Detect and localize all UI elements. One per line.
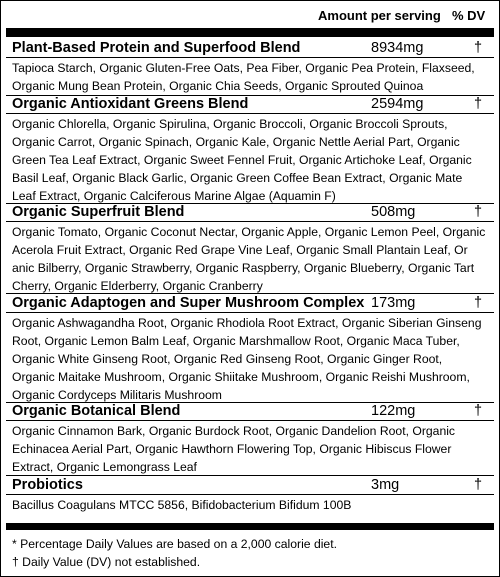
blend-section-superfruit <box>6 203 494 295</box>
blend-ingredients: Tapioca Starch, Organic Gluten-Free Oats, Pea Fiber, Organic Pea Protein, Flaxseed, Organic Mung Bean Protein, Organic Chia Seeds, Organic Sprouted Quinoa <box>12 61 475 93</box>
column-header-row <box>1 8 499 26</box>
blend-header-rule <box>6 312 494 313</box>
blend-ingredients: Organic Chlorella, Organic Spirulina, Organic Broccoli, Organic Broccoli Sprouts, Organic Carrot, Organic Spinach, Organic Kale, Organic Nettle Aerial Part, Organic Green Tea Leaf Extract, Organic Sweet Fennel Fruit, Organic Artichoke Leaf, Organic Basil Leaf, Organic Black Garlic, Organic Green Coffee Bean Extract, Organic Mate Leaf Extract, Organic Calciferous Marine Algae (Aquamin F) <box>12 117 472 203</box>
footnotes <box>12 535 337 571</box>
blend-name: Organic Superfruit Blend <box>12 204 185 220</box>
blend-name: Probiotics <box>12 477 83 493</box>
blend-amount: 508mg <box>371 204 416 220</box>
blend-header-rule <box>6 420 494 421</box>
blend-dv-dagger: † <box>474 40 483 56</box>
blend-amount: 8934mg <box>371 40 424 56</box>
daily-value-header: % DV <box>452 8 486 23</box>
blend-header-rule <box>6 221 494 222</box>
blend-amount: 173mg <box>371 295 416 311</box>
blend-section-botanical <box>6 402 494 476</box>
blend-header-rule <box>6 113 494 114</box>
blend-header <box>6 203 494 222</box>
blend-dv-dagger: † <box>474 403 483 419</box>
blend-ingredients: Organic Tomato, Organic Coconut Nectar, Organic Apple, Organic Lemon Peel, Organic Acerola Fruit Extract, Organic Red Grape Vine Leaf, Organic Small Plantain Leaf, Or anic Bilberry, Organic Strawberry, Organic Raspberry, Organic Blueberry, Organic Tart Cherry, Organic Elderberry, Organic Cranberry <box>12 225 486 293</box>
blend-amount: 3mg <box>371 477 400 493</box>
blend-ingredients: Organic Ashwagandha Root, Organic Rhodiola Root Extract, Organic Siberian Ginseng Root, Organic Lemon Balm Leaf, Organic Marshmallow Root, Organic Maca Tuber, Organic White Ginseng Root, Organic Red Ginseng Root, Organic Ginger Root, Organic Maitake Mushroom, Organic Shiitake Mushroom, Organic Reishi Mushroom, Organic Cordyceps Militaris Mushroom <box>12 316 482 402</box>
blend-section-plant-protein <box>6 39 494 95</box>
blend-name: Organic Adaptogen and Super Mushroom Complex <box>12 295 365 311</box>
footnote-daily-values: * Percentage Daily Values are based on a 2,000 calorie diet. <box>12 537 337 551</box>
blend-section-probiotics <box>6 476 494 514</box>
blend-dv-dagger: † <box>474 96 483 112</box>
blend-header-rule <box>6 57 494 58</box>
blend-section-adaptogen-mushroom <box>6 294 494 404</box>
blend-name: Organic Antioxidant Greens Blend <box>12 96 249 112</box>
blend-header-rule <box>6 494 494 495</box>
blend-header <box>6 402 494 421</box>
bottom-thick-divider <box>6 523 494 530</box>
blend-header <box>6 476 494 495</box>
blend-name: Organic Botanical Blend <box>12 403 181 419</box>
top-thick-divider <box>6 28 494 37</box>
blend-name: Plant-Based Protein and Superfood Blend <box>12 40 301 56</box>
blend-dv-dagger: † <box>474 477 483 493</box>
blend-dv-dagger: † <box>474 204 483 220</box>
blend-ingredients: Bacillus Coagulans MTCC 5856, Bifidobacterium Bifidum 100B <box>12 498 352 512</box>
blend-section-antioxidant-greens <box>6 95 494 205</box>
blend-amount: 2594mg <box>371 96 424 112</box>
blend-ingredients: Organic Cinnamon Bark, Organic Burdock Root, Organic Dandelion Root, Organic Echinacea Aerial Part, Organic Hawthorn Flowering Top, Organic Hibiscus Flower Extract, Organic Lemongrass Leaf <box>12 424 456 474</box>
blend-dv-dagger: † <box>474 295 483 311</box>
footnote-dv-not-established: † Daily Value (DV) not established. <box>12 555 201 569</box>
amount-per-serving-header: Amount per serving <box>318 8 441 23</box>
blend-header <box>6 95 494 114</box>
blend-amount: 122mg <box>371 403 416 419</box>
blend-header <box>6 294 494 313</box>
blend-header <box>6 39 494 58</box>
